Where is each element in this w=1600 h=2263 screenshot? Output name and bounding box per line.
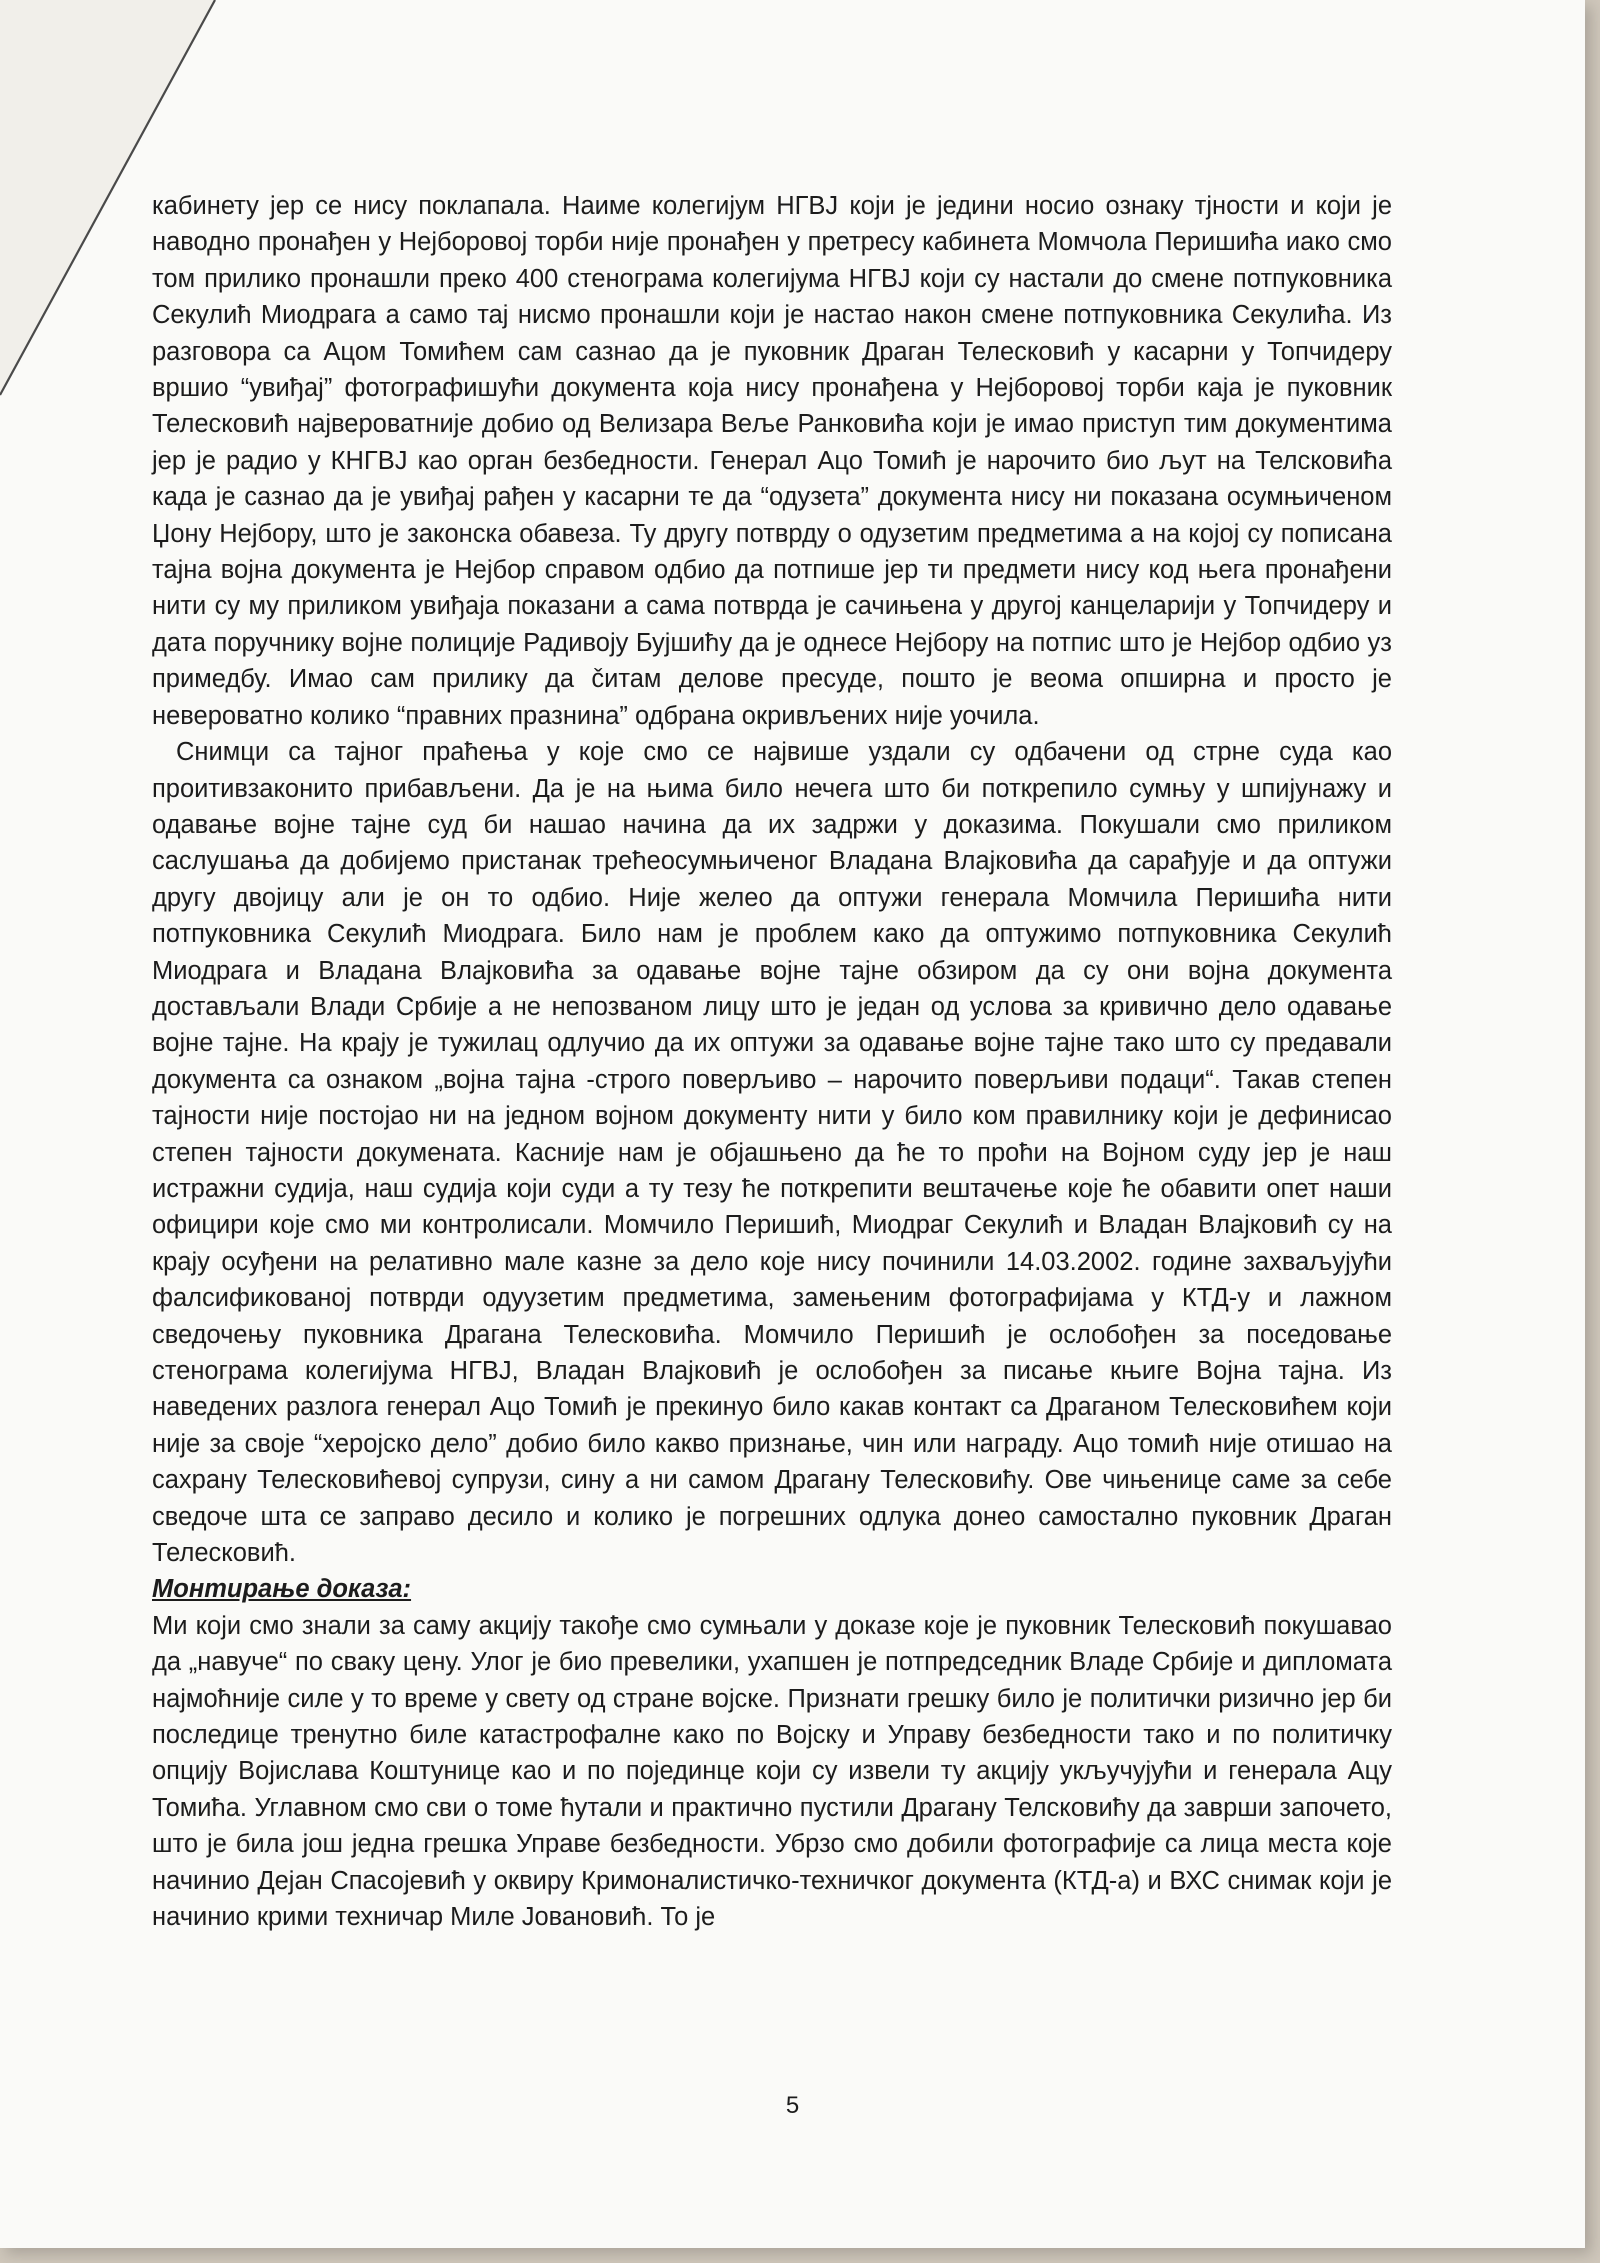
page-number: 5	[785, 2092, 800, 2119]
paragraph-2: Снимци са тајног праћења у које смо се највише уздали су одбачени од стрне суда као проитивзаконито прибављени. Да је на њима било нечега што би поткрепило сумњу у шпијунажу и одавање војне тајне суд би нашао начина да их задржи у доказима. Покушали смо приликом саслушања да добијемо пристанак трећеосумњиченог Владана Влајковића да сарађује и да оптужи другу двојицу али је он то одбио. Није желео да оптужи генерала Момчила Перишића нити потпуковника Секулић Миодрага. Било нам је проблем како да оптужимо потпуковника Секулић Миодрага и Владана Влајковића за одавање војне тајне обзиром да су они војна документа достављали Влади Србије а не непозваном лицу што је један од услова за кривично дело одавање војне тајне. На крају је тужилац одлучио да их оптужи за одавање војне тајне тако што су предавали документа са ознаком „војна тајна -строго поверљиво – нарочито поверљиви подаци“. Такав степен тајности није постојао ни на једном војном документу нити у било ком правилнику који је дефинисао степен тајности докумената. Касније нам је објашњено да ће то проћи на Војном суду јер је наш истражни судија, наш судија који суди а ту тезу ће поткрепити вештачење које ће обавити опет наши официри које смо ми контролисали. Момчило Перишић, Миодраг Секулић и Владан Влајковић су на крају осуђени на релативно мале казне за дело које нису починили 14.03.2002. године захваљујући фалсификованој потврди одуузетим предметима, замењеним фотографијама у КТД-у и лажном сведочењу пуковника Драгана Телесковића. Момчило Перишић је ослобођен за поседовање стенограма колегијума НГВЈ, Владан Влајковић је ослобођен за писање књиге Војна тајна. Из наведених разлога генерал Ацо Томић је прекинуо било какав контакт са Драганом Телесковићем који није за своје “херојско дело” добио било какво признање, чин или награду. Ацо томић није отишао на сахрану Телесковићевој супрузи, сину а ни самом Драгану Телесковићу. Ове чињенице саме за себе сведоче шта се заправо десило и колико је погрешних одлука донео самостално пуковник Драган Телесковић.	[152, 738, 1392, 1568]
section-heading: Монтирање доказа:	[152, 1575, 412, 1604]
paragraph-1: кабинету јер се нису поклапала. Наиме колегијум НГВЈ који је једини носио ознаку тјности и који је наводно пронађен у Нејборовој торби није пронађен у претресу кабинета Момчола Перишића иако смо том прилико пронашли преко 400 стенограма колегијума НГВЈ који су настали до смене потпуковника Секулић Миодрага а само тај нисмо пронашли који је настао након смене потпуковника Секулића. Из разговора са Ацом Томићем сам сазнао да је пуковник Драган Телесковић у касарни у Топчидеру вршио “увиђај” фотографишући документа која нису пронађена у Нејборовој торби каја је пуковник Телесковић највероватније добио од Велизара Веље Ранковића који је имао приступ тим документима јер је радио у КНГВЈ као орган безбедности. Генерал Ацо Томић је нарочито био љут на Телсковића када је сазнао да је увиђај рађен у касарни те да “одузета” документа нису ни показана осумњиченом Џону Нејбору, што је законска обавеза. Ту другу потврду о одузетим предметима а на којој су пописана тајна војна документа је Нејбор справом одбио да потпише јер ти предмети нису код њега пронађени нити су му приликом увиђаја показани а сама потврда је сачињена у другој канцеларији у Топчидеру и дата поручнику војне полиције Радивоју Бујшићу да је однесе Нејбору на потпис што је Нејбор одбио уз примедбу. Имао сам прилику да čитам делове пресуде, пошто је веома опширна и просто је невероватно колико “правних празнина” одбрана окривљених није уочила.	[152, 192, 1392, 730]
document-body	[152, 188, 1392, 1936]
section-paragraph: Ми који смо знали за саму акцију такође смо сумњали у доказе које је пуковник Телесковић покушавао да „навуче“ по сваку цену. Улог је био превелики, ухапшен је потпредседник Владе Србије и дипломата најмоћније силе у то време у свету од стране војске. Признати грешку било је политички ризично јер би последице тренутно биле катастрофалне како по Војску и Управу безбедности тако и по политичку опцију Војислава Коштунице као и по појединце који су извели ту акцију укључујући и генерала Ацу Томића. Углавном смо сви о томе ћутали и практично пустили Драгану Телсковићу да заврши започето, што је била још једна грешка Управе безбедности. Убрзо смо добили фотографије са лица места које начинио Дејан Спасојевић у оквиру Кримоналистичко-техничког документа (КТД-а) и ВХС снимак који је начинио крими техничар Миле Јовановић. То је	[152, 1611, 1392, 1932]
